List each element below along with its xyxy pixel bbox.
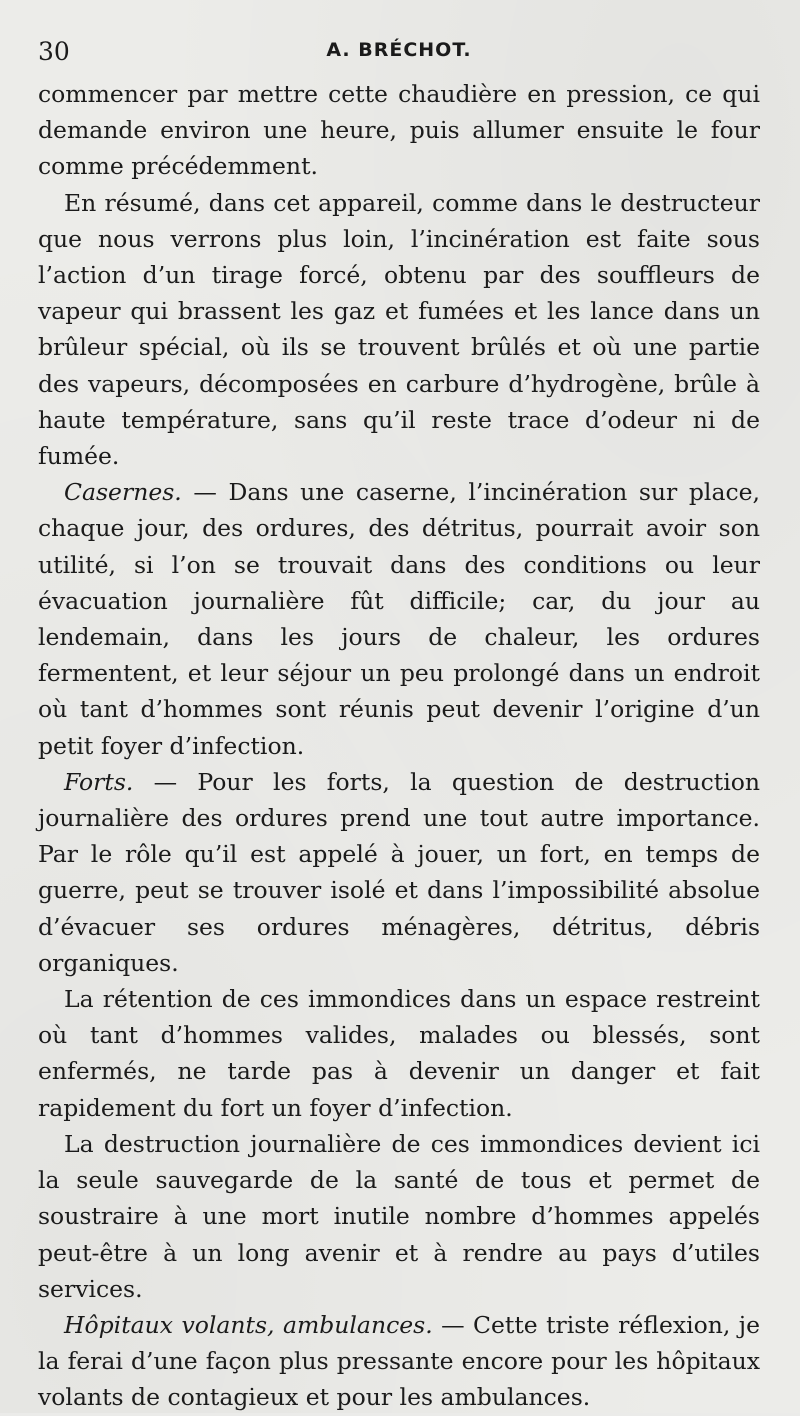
paragraph-text: En résumé, dans cet appareil, comme dans le destructeur que nous verrons plus loin, l’incinération est faite sous l’action d’un tirage forcé, obtenu par des souffleurs de vapeur qui brassent les gaz et fumées et les lance dans un brûleur spécial, où ils se trouvent brûlés et où une partie des vapeurs, décomposées en carbure d’hydrogène, brûle à haute température, sans qu’il reste trace d’odeur ni de fumée.	[38, 188, 760, 471]
paragraph-retention	[38, 981, 760, 1126]
paragraph-text: commencer par mettre cette chaudière en pression, ce qui demande environ une heure, puis allumer ensuite le four comme précédemment.	[38, 80, 760, 181]
paragraph-summary	[38, 185, 760, 475]
section-lead: Forts.	[64, 767, 134, 796]
paragraph-forts	[38, 764, 760, 981]
paragraph-continuation	[38, 76, 760, 185]
paragraph-text: La rétention de ces immondices dans un espace restreint où tant d’hommes valides, malades ou blessés, sont enfermés, ne tarde pas à devenir un danger et fait rapidement du fort un foyer d’infection.	[38, 985, 760, 1122]
paragraph-destruction	[38, 1126, 760, 1307]
paragraph-text: — Pour les forts, la question de destruction journalière des ordures prend une tout autre importance. Par le rôle qu’il est appelé à jouer, un fort, en temps de guerre, peut se trouver isolé et dans l’impossibilité absolue d’évacuer ses ordures ménagères, détritus, débris organiques.	[38, 767, 760, 977]
running-title: A. BRÉCHOT.	[326, 39, 472, 61]
paragraph-casernes	[38, 474, 760, 764]
paragraph-text: — Dans une caserne, l’incinération sur place, chaque jour, des ordures, des détritus, pourrait avoir son utilité, si l’on se trouvait dans des conditions ou leur évacuation journalière fût difficile; car, du jour au lendemain, dans les jours de chaleur, les ordures fermentent, et leur séjour un peu prolongé dans un endroit où tant d’hommes sont réunis peut devenir l’origine d’un petit foyer d’infection.	[38, 478, 760, 760]
section-lead: Hôpitaux volants, ambulances.	[64, 1310, 433, 1339]
paragraph-hopitaux	[38, 1307, 760, 1416]
paragraph-text: — Cette triste réflexion, je la ferai d’une façon plus pressante encore pour les hôpitaux volants de contagieux et pour les ambulances.	[38, 1310, 760, 1412]
paragraph-text: La destruction journalière de ces immondices devient ici la seule sauvegarde de la santé de tous et permet de soustraire à une mort inutile nombre d’hommes appelés peut-être à un long avenir et à rendre au pays d’utiles services.	[38, 1129, 760, 1303]
body-text	[38, 76, 760, 1416]
page-number: 30	[38, 37, 70, 66]
section-lead: Casernes.	[64, 478, 182, 507]
running-head	[38, 30, 760, 76]
